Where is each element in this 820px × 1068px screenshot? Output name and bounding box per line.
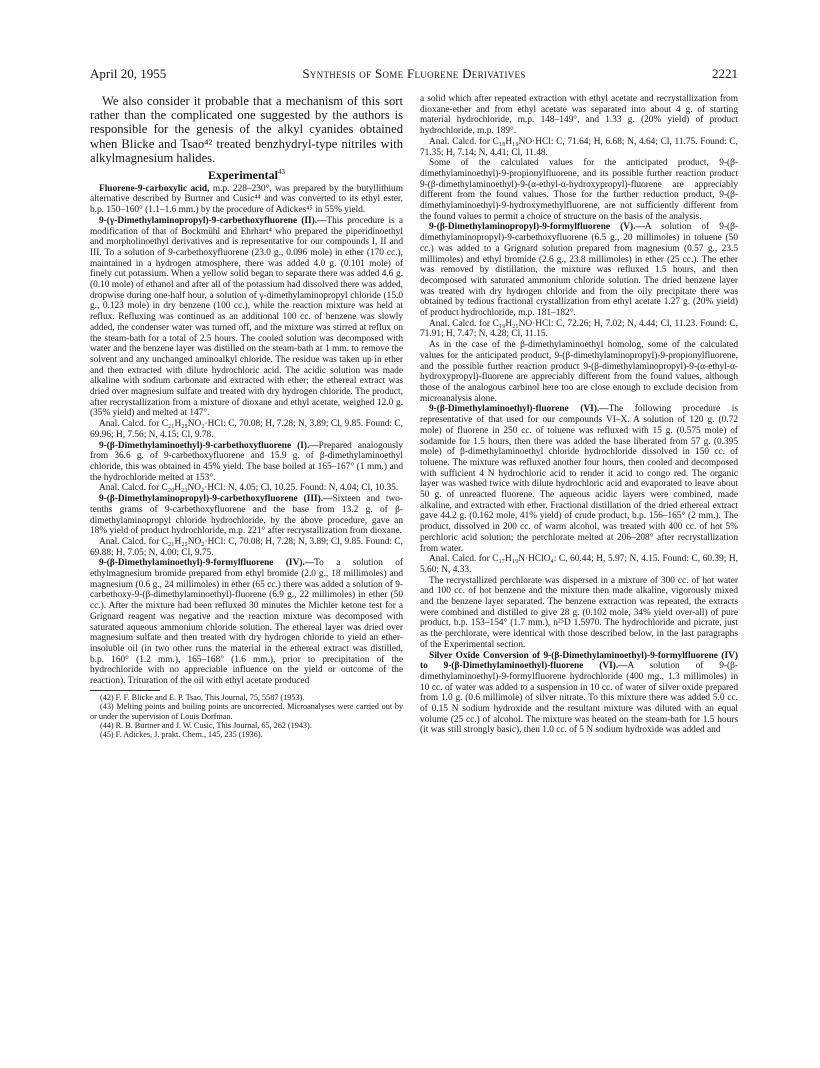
compound-name: 9-(β-Dimethylaminopropyl)-9-carbethoxyfluorene (III).— xyxy=(99,494,333,505)
paragraph-text: m.p. 228–230°, was prepared by the butyllithium alternative described by Burtner and Cusic⁴⁴ and was converted to its ethyl ester, b.p. 150–160° (1.1–1.6 mm.) by the procedure of Adickes⁴⁵ in 55% yield. xyxy=(90,183,403,216)
paragraph xyxy=(420,222,738,318)
footnote: (45) F. Adickes, J. prakt. Chem., 145, 235 (1936). xyxy=(100,730,263,740)
paragraph-text: This procedure is a modification of that of Bockmühl and Ehrhart⁴ who prepared the piperidinoethyl and morpholinoethyl derivatives and is representative for our compounds I, II and III. To a solution of 9-carbethoxyfluorene (23.0 g., 0.096 mole) in ether (170 cc.), maintained in a hydrogen atmosphere, there was added 4.0 g. (0.101 mole) of finely cut potassium. When a yellow solid began to separate there was added 4.6 g. (0.10 mole) of ethanol and after all of the potassium had dissolved there was added, dropwise during one-half hour, a solution of γ-dimethylaminopropyl chloride (15.0 g., 0.123 mole) in dry benzene (100 cc.), while the reaction mixture was held at reflux. Refluxing was continued as an additional 100 cc. of benzene was slowly added, the condenser water was turned off, and the mixture was stirred at reflux on the steam-bath for a total of 2.5 hours. The cooled solution was decomposed with water and the benzene layer was distilled on the steam-bath at 1 mm. to remove the solvent and any unchanged aminoalkyl chloride. The residue was taken up in ether and then extracted with dilute hydrochloric acid. The acidic solution was made alkaline with sodium carbonate and extracted with ether; the ethereal extract was dried over magnesium sulfate and treated with dry hydrogen chloride. The product, after recrystallization from a mixture of dioxane and ethyl acetate, weighed 12.0 g. (35% yield) and melted at 147°. xyxy=(90,215,403,419)
compound-name: 9-(β-Dimethylaminoethyl)-9-formylfluorene (IV).— xyxy=(99,558,315,569)
paragraph-text: A solution of 9-(β-dimethylaminoethyl)-9-formylfluorene hydrochloride (400 mg., 1.3 millimoles) in 10 cc. of water was added to a suspension in 10 cc. of water of silver oxide prepared from 1.0 g. (0.6 millimole) of silver nitrate. To this mixture there was added 5.0 cc. of 0.15 N sodium hydroxide and the resultant mixture was diluted with an equal volume (25 cc.) of alcohol. The mixture was heated on the steam-bath for 1.5 hours (it was still strongly basic), then 1.0 cc. of 5 N sodium hydroxide was added and xyxy=(420,661,738,736)
analysis: Anal. Calcd. for C₁₈H₁₉NO·HCl: C, 71.64; H, 6.68; N, 4.64; Cl, 11.75. Found: C, 71.35; H, 7.14; N, 4.41; Cl, 11.48. xyxy=(420,136,738,158)
paragraph xyxy=(90,184,403,216)
paragraph-text: Sixteen and two-tenths grams of 9-carbethoxyfluorene and the base from 13.2 g. of β-dimethylaminopropyl chloride hydrochloride, by the above procedure, gave an 18% yield of product hydrochloride, m.p. 221° after recrystallization from dioxane. xyxy=(90,494,403,537)
compound-name: Silver Oxide Conversion of 9-(β-Dimethylaminoethyl)-9-formylfluorene (IV) to 9-(β-Dimethylaminoethyl)-fluorene (VI).— xyxy=(420,650,738,672)
paragraph xyxy=(90,494,403,537)
page-header xyxy=(90,66,738,86)
paragraph xyxy=(90,558,403,686)
paragraph-text: A solution of 9-(β-dimethylaminopropyl)-9-carbethoxyfluorene (6.5 g., 20 millimoles) in toluene (50 cc.) was added to a Grignard solution prepared from magnesium (0.57 g., 23.5 millimoles) and ethyl bromide (2.6 g., 23.8 millimoles) in ether (25 cc.). The ether was removed by distillation, the mixture was refluxed 1.5 hours, and then decomposed with saturated ammonium chloride solution. The dried benzene layer was treated with dry hydrogen chloride and from the oily precipitate there was obtained by tedious fractional crystallization from ethyl acetate 1.27 g. (20% yield) of product hydrochloride, m.p. 181–182°. xyxy=(420,222,738,319)
paragraph xyxy=(420,404,738,554)
paragraph: Some of the calculated values for the anticipated product, 9-(β-dimethylaminoethyl)-9-propionylfluorene, and its possible further reaction product 9-(β-dimethylaminoethyl)-9-(α-ethyl-α-hydroxypropyl)-fluorene are appreciably different from the found values. Those for the further reduction product, 9-(β-dimethylaminoethyl)-9-hydroxymethylfluorene, are not sufficiently different from the found values to permit a choice of structure on the basis of the analysis. xyxy=(420,158,738,222)
paragraph xyxy=(90,441,403,484)
footnote: (43) Melting points and boiling points are uncorrected. Microanalyses were carried out by or under the supervision of Louis Dorfman. xyxy=(90,702,403,721)
right-column xyxy=(420,94,738,736)
analysis: Anal. Calcd. for C₁₉H₂₁NO·HCl: C, 72.26; H, 7.02; N, 4.44; Cl, 11.23. Found: C, 71.91; H, 7.47; N, 4.28; Cl, 11.15. xyxy=(420,318,738,340)
paragraph: As in the case of the β-dimethylaminoethyl homolog, some of the calculated values for the anticipated product, 9-(β-dimethylaminopropyl)-9-propionylfluorene, and the possible further reaction product 9-(β-dimethylaminopropyl)-9-(α-ethyl-α-hydroxypropyl)-fluorene are appreciably different from the found values, although those of the analogous carbinol here too are close enough to exclude decision from microanalysis alone. xyxy=(420,340,738,404)
header-title: Synthesis of Some Fluorene Derivatives xyxy=(302,66,526,81)
compound-name: 9-(γ-Dimethylaminopropyl)-9-carbethoxyfluorene (II).— xyxy=(99,215,327,226)
section-title: Experimental xyxy=(208,168,278,183)
analysis: Anal. Calcd. for C₂₁H₂₅NO₂·HCl: C, 70.08; H, 7.28; N, 3.89; Cl, 9.85. Found: C, 69.88; H, 7.05; N, 4.00; Cl, 9.75. xyxy=(90,536,403,558)
paragraph-text: To a solution of ethylmagnesium bromide prepared from ethyl bromide (2.0 g., 18 millimoles) and magnesium (0.6 g., 24 millimoles) in ether (65 cc.) there was added a solution of 9-carbethoxy-9-(β-dimethylaminoethyl)-fluorene (6.9 g., 22 millimoles) in ether (50 cc.). After the mixture had been refluxed 30 minutes the Michler ketone test for a Grignard reagent was negative and the reaction mixture was decomposed with saturated aqueous ammonium chloride solution. The ethereal layer was dried over magnesium sulfate and then treated with dry hydrogen chloride to yield an ether-insoluble oil (in two other runs the material in the ethereal extract was distilled, b.p. 160° (1.2 mm.), 165–168° (1.6 mm.), prior to precipitation of the hydrochloride with no appreciable influence on the yield or outcome of the reaction). Trituration of the oil with ethyl acetate produced xyxy=(90,558,403,687)
analysis: Anal. Calcd. for C₁₇H₁₉N·HClO₄: C, 60.44; H, 5.97; N, 4.15. Found: C, 60.39; H, 5.60; N, 4.33. xyxy=(420,554,738,575)
compound-name: 9-(β-Dimethylaminoethyl)-9-carbethoxyfluorene (I).— xyxy=(99,440,319,451)
header-date: April 20, 1955 xyxy=(90,66,167,81)
paragraph-text: Prepared analogously from 36.6 g. of 9-carbethoxyfluorene and 15.9 g. of β-dimethylaminoethyl chloride, this was obtained in 45% yield. The base boiled at 165–167° (1 mm.) and the hydrochloride melted at 153°. xyxy=(90,440,403,483)
paragraph-text: The following procedure is representative of that used for our compounds VI–X. A solution of 120 g. (0.72 mole) of fluorene in 250 cc. of toluene was refluxed with 15 g. (0.575 mole) of sodamide for 1.5 hours, then there was added the base liberated from 57 g. (0.395 mole) of β-dimethylaminoethyl chloride hydrochloride dissolved in 150 cc. of toluene. The mixture was refluxed another four hours, then cooled and decomposed with sufficient 4 N hydrochloric acid to render it acid to congo red. The organic layer was washed twice with dilute hydrochloric acid and evaporated to leave about 50 g. of unreacted fluorene. The aqueous acidic layers were combined, made alkaline, and extracted with ether. Fractional distillation of the dried ethereal extract gave 44.2 g. (0.162 mole, 41% yield) of crude product, b.p. 156–165° (2 mm.). The product, dissolved in 200 cc. of warm alcohol, was treated with 400 cc. of hot 5% perchloric acid solution; the perchlorate melted at 206–208° after recrystallization from water. xyxy=(420,404,738,554)
compound-name: Fluorene-9-carboxylic acid, xyxy=(99,183,210,194)
section-footnote-ref: 43 xyxy=(278,168,285,177)
footnote: (42) F. F. Blicke and E. P. Tsao, This Journal, 75, 5587 (1953). xyxy=(100,692,305,702)
compound-name: 9-(β-Dimethylaminopropyl)-9-formylfluorene (V).— xyxy=(429,222,645,233)
footnotes xyxy=(90,693,403,740)
paragraph xyxy=(420,651,738,737)
left-column xyxy=(90,94,403,740)
paragraph: a solid which after repeated extraction with ethyl acetate and recrystallization from dioxane-ether and from ethyl acetate was separated into about 4 g. of starting material hydrochloride, m.p. 148–149°, and 1.33 g. (20% yield) of product hydrochloride, m.p. 189°. xyxy=(420,94,738,137)
paragraph xyxy=(90,216,403,419)
footnote-divider xyxy=(90,690,160,691)
footnote: (44) R. B. Burtner and J. W. Cusic, This Journal, 65, 262 (1943). xyxy=(100,720,312,730)
section-heading xyxy=(90,170,403,181)
page-number: 2221 xyxy=(712,66,738,81)
compound-name: 9-(β-Dimethylaminoethyl)-fluorene (VI).— xyxy=(429,404,609,415)
analysis: Anal. Calcd. for C₂₁H₂₅NO₂·HCl: C, 70.08; H, 7.28; N, 3.89; Cl, 9.85. Found: C, 69.96; H, 7.56; N, 4.15; Cl, 9.78. xyxy=(90,419,403,440)
intro-paragraph: We also consider it probable that a mechanism of this sort rather than the complicated one suggested by the authors is responsible for the genesis of the alkyl cyanides obtained when Blicke and Tsao⁴² treated benzhydryl-type nitriles with alkylmagnesium halides. xyxy=(90,94,403,165)
paragraph: The recrystallized perchlorate was dispersed in a mixture of 300 cc. of hot water and 100 cc. of hot benzene and the mixture then made alkaline, vigorously mixed and the benzene layer separated. The benzene extraction was repeated, the extracts were combined and distilled to give 28 g. (0.102 mole, 34% yield over-all) of pure product, b.p. 153–154° (1.7 mm.), n²⁵D 1.5970. The hydrochloride and picrate, just as the perchlorate, were identical with those described below, in the last paragraphs of the Experimental section. xyxy=(420,575,738,650)
analysis: Anal. Calcd. for C₂₀H₂₃NO₂·HCl: N, 4.05; Cl, 10.25. Found: N, 4.04; Cl, 10.35. xyxy=(99,483,399,494)
